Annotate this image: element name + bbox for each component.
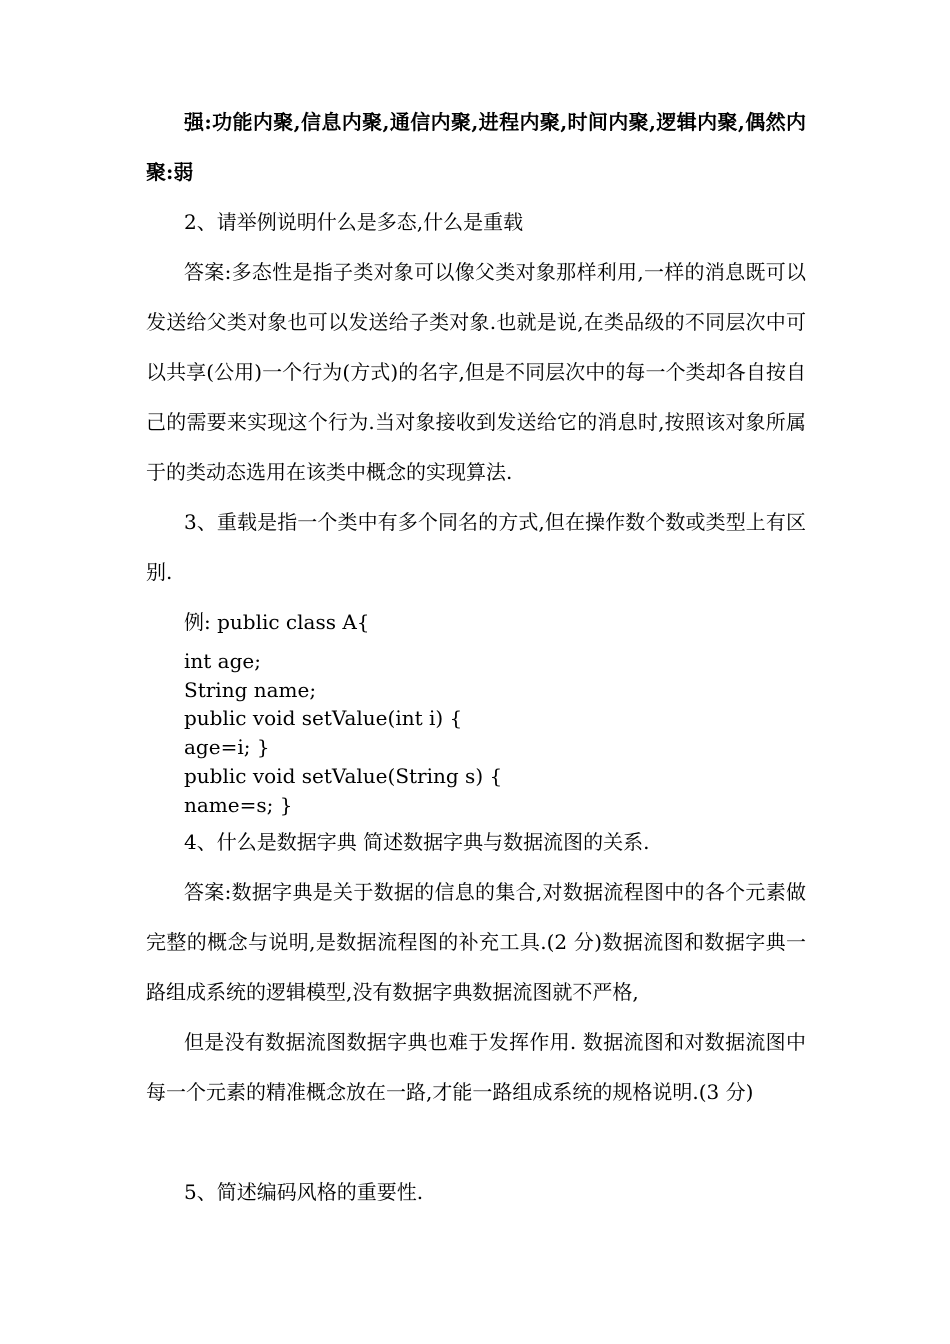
data-flow-relation-paragraph: 但是没有数据流图数据字典也难于发挥作用. 数据流图和对数据流图中每一个元素的精准概念放在一路,才能一路组成系统的规格说明.(3 分) xyxy=(146,1030,806,1104)
code-line: int age; xyxy=(184,649,261,673)
cohesion-ranking-paragraph: 强:功能内聚,信息内聚,通信内聚,进程内聚,时间内聚,逻辑内聚,偶然内聚:弱 xyxy=(146,110,806,184)
code-line: public void setValue(String s) { xyxy=(184,763,503,788)
code-line: String name; xyxy=(184,677,317,702)
question-5-heading: 5、简述编码风格的重要性. xyxy=(184,1180,424,1204)
code-line: age=i; } xyxy=(184,735,270,760)
question-2-heading: 2、请举例说明什么是多态,什么是重载 xyxy=(184,210,524,234)
code-line: name=s; } xyxy=(184,792,293,817)
answer-data-dictionary-paragraph: 答案:数据字典是关于数据的信息的集合,对数据流程图中的各个元素做完整的概念与说明,是数据流程图的补充工具.(2 分)数据流图和数据字典一路组成系统的逻辑模型,没有数据字典数据流图就不严格, xyxy=(146,880,806,1004)
answer-polymorphism-paragraph: 答案:多态性是指子类对象可以像父类对象那样利用,一样的消息既可以发送给父类对象也可以发送给子类对象.也就是说,在类品级的不同层次中可以共享(公用)一个行为(方式)的名字,但是不同层次中的每一个类却各自按自己的需要来实现这个行为.当对象接收到发送给它的消息时,按照该对象所属于的类动态选用在该类中概念的实现算法. xyxy=(146,260,806,484)
code-example-block xyxy=(184,647,784,819)
code-line: public void setValue(int i) { xyxy=(184,706,463,731)
overload-definition-paragraph: 3、重载是指一个类中有多个同名的方式,但在操作数个数或类型上有区别. xyxy=(146,510,806,584)
example-class-heading: 例: public class A{ xyxy=(184,610,370,634)
question-4-heading: 4、什么是数据字典 简述数据字典与数据流图的关系. xyxy=(184,830,650,854)
